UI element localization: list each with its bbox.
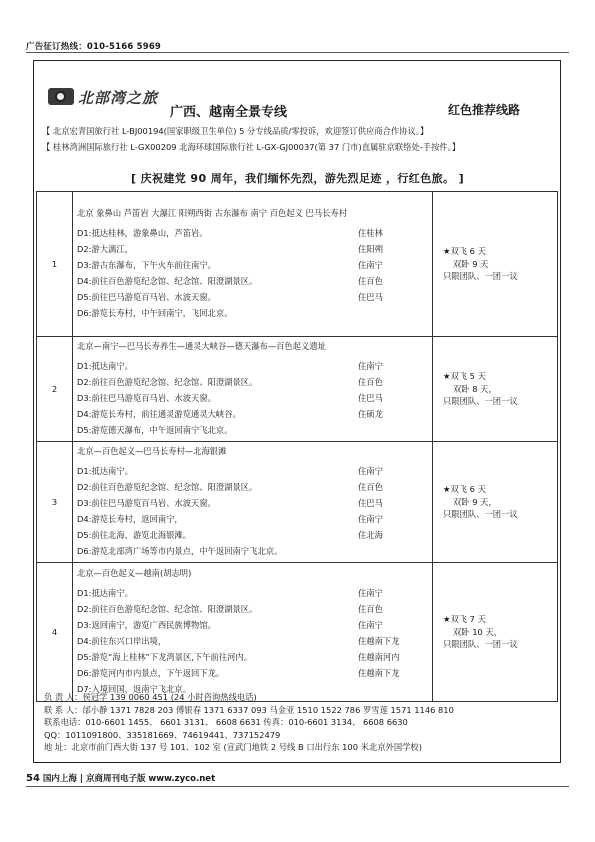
day-row <box>77 422 428 438</box>
day-text: D7:入境回国，返南宁飞北京。 <box>77 684 192 694</box>
day-row <box>77 527 428 543</box>
table-row <box>37 192 558 337</box>
footer-site: 京商周刊电子版 www.zyco.net <box>85 774 216 784</box>
day-text: D3:前往巴马游览百马岩、水波天窗。 <box>77 498 216 508</box>
table-row <box>37 563 558 702</box>
contact-people: 联 系 人：邰小静 1371 7828 203 傅银春 1371 6337 093 马金亚 1510 1522 786 罗雪莲 1571 1146 810 <box>44 704 454 715</box>
route-number: 4 <box>37 563 73 702</box>
day-text: D6:游览河内市内景点，下午返回下龙。 <box>77 668 225 678</box>
day-row <box>77 257 428 273</box>
day-row <box>77 358 428 374</box>
day-row <box>77 390 428 406</box>
day-stay: 住越南下龙 <box>358 636 400 646</box>
day-row <box>77 633 428 649</box>
price-line: ★双飞 6 天 <box>443 246 486 257</box>
day-stay: 住桂林 <box>358 228 383 238</box>
route-price <box>433 337 558 442</box>
day-row <box>77 463 428 479</box>
day-text: D1:抵达南宁。 <box>77 588 133 598</box>
price-line: 只限团队、一团一议 <box>443 396 518 407</box>
day-stay: 住百色 <box>358 377 383 387</box>
route-price <box>433 192 558 337</box>
camera-lens-icon <box>55 91 66 102</box>
price-line: ★双飞 5 天 <box>443 371 486 382</box>
agency-line: 【 北京宏青国旅行社 L-BJ00194(国家职级卫生单位) 5 分专线品质/零投诉，欢迎签订供应商合作协议。】 <box>42 126 429 136</box>
day-text: D4:游览长寿村，前往通灵游览通灵大峡谷。 <box>77 409 241 419</box>
price-line: ★双飞 6 天 <box>443 484 486 495</box>
day-text: D2:前往百色游览纪念馆、纪念馆、阳澄湖景区。 <box>77 482 258 492</box>
day-row <box>77 495 428 511</box>
route-number: 2 <box>37 337 73 442</box>
day-row <box>77 289 428 305</box>
day-text: D1:抵达南宁。 <box>77 361 133 371</box>
price-line: 只限团队、一团一议 <box>443 639 518 650</box>
day-text: D5:前往北海，游览北海银滩。 <box>77 530 192 540</box>
day-row <box>77 617 428 633</box>
day-text: D6:游览长寿村，中午回南宁，飞回北京。 <box>77 308 233 318</box>
route-title: 北京—百色起义—越南(胡志明) <box>77 568 192 578</box>
route-table <box>36 191 558 702</box>
page-title: 广西、越南全景专线 <box>170 105 288 120</box>
day-row <box>77 479 428 495</box>
day-stay: 住巴马 <box>358 498 383 508</box>
day-stay: 住南宁 <box>358 514 383 524</box>
day-stay: 住南宁 <box>358 588 383 598</box>
price-line: ★双飞 7 天 <box>443 614 486 625</box>
contact-phone-fax: 联系电话：010-6601 1455、 6601 3131、 6608 6631 传真：010-6601 3134、 6608 6630 <box>44 717 408 727</box>
day-stay: 住南宁 <box>358 620 383 630</box>
contact-qq: QQ：1011091800、335181669、74619441、737152479 <box>44 729 281 740</box>
day-row <box>77 305 428 321</box>
day-row <box>77 374 428 390</box>
day-stay: 住硕龙 <box>358 409 383 419</box>
price-line: 双卧 9 天， <box>453 496 497 507</box>
day-row <box>77 273 428 289</box>
header-rule <box>26 52 569 53</box>
route-number: 3 <box>37 442 73 563</box>
day-stay: 住南宁 <box>358 361 383 371</box>
day-text: D3:前往巴马游览百马岩、水波天窗。 <box>77 393 216 403</box>
day-row <box>77 543 428 559</box>
route-itinerary <box>73 192 433 337</box>
day-stay: 住南宁 <box>358 260 383 270</box>
day-stay: 住百色 <box>358 604 383 614</box>
day-text: D5:游览德天瀑布，中午返回南宁飞北京。 <box>77 425 233 435</box>
footer-divider: | <box>79 774 86 784</box>
route-itinerary <box>73 563 433 702</box>
day-text: D4:前往东兴口岸出境， <box>77 636 167 646</box>
contact-manager: 负 责 人：侯冠学 139 0060 451 (24 小时咨询热线电话) <box>44 692 257 702</box>
route-title: 北京 象鼻山 芦笛岩 大瀑江 阳朔西街 古东瀑布 南宁 百色起义 巴马长寿村 <box>77 208 348 218</box>
day-row <box>77 241 428 257</box>
day-text: D1:抵达桂林，游象鼻山，芦笛岩。 <box>77 228 208 238</box>
day-text: D2:前往百色游览纪念馆、纪念馆、阳澄湖景区。 <box>77 377 258 387</box>
day-stay: 住巴马 <box>358 393 383 403</box>
agency-line: 【 桂林湾洲国际旅行社 L-GX00209 北海环球国际旅行社 L-GX-GJ00037(第 37 门市)直属驻京联络处-手按件。】 <box>42 142 461 152</box>
price-line: 双卧 9 天 <box>453 258 489 269</box>
day-text: D4:游览长寿村，返回南宁， <box>77 514 183 524</box>
route-title: 北京—南宁—巴马长寿养生—通灵大峡谷—德天瀑布—百色起义遗址 <box>77 341 326 351</box>
day-text: D2:游大漓江， <box>77 244 133 254</box>
day-stay: 住南宁 <box>358 466 383 476</box>
table-row <box>37 337 558 442</box>
day-text: D3:游古东瀑布，下午火车前往南宁。 <box>77 260 216 270</box>
price-line: 只限团队、一团一议 <box>443 509 518 520</box>
slogan-banner: [ 庆祝建党 90 周年，我们缅怀先烈，游先烈足迹 ，行红色旅。 ] <box>130 172 465 185</box>
table-row <box>37 442 558 563</box>
contact-block <box>44 691 554 754</box>
price-line: 双卧 10 天， <box>453 626 503 637</box>
day-stay: 住阳朔 <box>358 244 383 254</box>
day-stay: 住越南河内 <box>358 652 400 662</box>
day-text: D2:前往百色游览纪念馆、纪念馆、阳澄湖景区。 <box>77 604 258 614</box>
page-number: 54 <box>26 773 40 784</box>
day-stay: 住越南下龙 <box>358 668 400 678</box>
day-text: D4:前往百色游览纪念馆、纪念馆、阳澄湖景区。 <box>77 276 258 286</box>
recommendation-label: 红色推荐线路 <box>448 103 521 117</box>
route-number: 1 <box>37 192 73 337</box>
day-text: D5:游览“海上桂林”下龙湾景区,下午前往河内。 <box>77 652 253 662</box>
day-row <box>77 601 428 617</box>
day-text: D1:抵达南宁。 <box>77 466 133 476</box>
day-stay: 住巴马 <box>358 292 383 302</box>
day-row <box>77 406 428 422</box>
price-line: 只限团队、一团一议 <box>443 271 518 282</box>
page-footer <box>26 772 215 784</box>
day-row <box>77 585 428 601</box>
day-row <box>77 511 428 527</box>
hotline-label: 广告征订热线：010-5166 5969 <box>26 42 162 52</box>
route-title: 北京—百色起义—巴马长寿村—北海银滩 <box>77 446 227 456</box>
day-row <box>77 225 428 241</box>
price-line: 双卧 8 天， <box>453 383 497 394</box>
footer-rule <box>26 786 569 787</box>
day-text: D6:游览北部湾广场等市内景点，中午返回南宁飞北京。 <box>77 546 283 556</box>
day-stay: 住百色 <box>358 276 383 286</box>
day-stay: 住北海 <box>358 530 383 540</box>
route-itinerary <box>73 442 433 563</box>
day-text: D5:前往巴马游览百马岩、水波天窗。 <box>77 292 216 302</box>
route-price <box>433 563 558 702</box>
route-itinerary <box>73 337 433 442</box>
day-text: D3:返回南宁，游览广西民族博物馆。 <box>77 620 216 630</box>
day-row <box>77 649 428 665</box>
brand-logo <box>40 80 165 110</box>
route-price <box>433 442 558 563</box>
footer-section: 国内上海 <box>42 774 77 784</box>
day-row <box>77 665 428 681</box>
day-stay: 住百色 <box>358 482 383 492</box>
logo-text: 北部湾之旅 <box>78 89 159 107</box>
contact-address: 地 址：北京市前门西大街 137 号 101、102 室 (宣武门地铁 2 号线 B 口出行东 100 米北京外国学校) <box>44 742 422 752</box>
